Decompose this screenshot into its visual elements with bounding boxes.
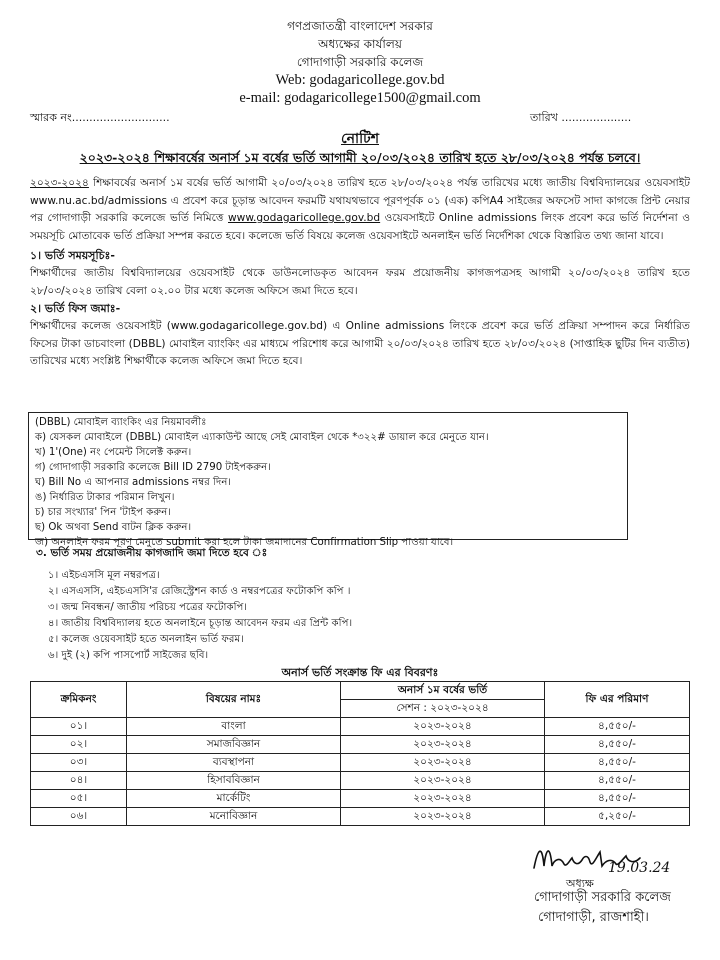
row-serial: ০৫। <box>31 790 127 808</box>
document-item: ৩। জন্ম নিবন্ধন/ জাতীয় পরিচয় পত্রের ফটোকপি। <box>48 602 248 613</box>
intro-end: ওয়েবসাইটে Online admissions লিংক প্রবেশ করে ভর্তি নির্দেশনা ও সময়সূচি মোতাবেক ভর্তি প্রক্রিয়া সম্পন্ন করতে হবে। কলেজে ভর্তি বিষয়ে কলেজ ওয়েবসাইটে অনলাইন ভর্তি নির্দেশিকা থেকে বিস্তারিত তথ্য জানা যাবে। <box>30 212 690 242</box>
row-session: ২০২৩-২০২৪ <box>341 754 545 772</box>
table-row <box>31 754 690 772</box>
college-website-link[interactable]: www.godagaricollege.gov.bd <box>228 212 381 224</box>
row-subject: বাংলা <box>127 718 341 736</box>
row-amount: ৫,২৫০/- <box>545 808 690 826</box>
notice-title: নোটিশ <box>340 131 379 147</box>
website-line: Web: godagaricollege.gov.bd <box>275 72 445 88</box>
row-session: ২০২৩-২০২৪ <box>341 790 545 808</box>
header-serial: ক্রমিকনং <box>31 682 127 718</box>
row-amount: ৪,৫৫০/- <box>545 754 690 772</box>
memo-number: স্মারক নং............................ <box>30 111 170 124</box>
header-subject: বিষয়ের নামঃ <box>127 682 341 718</box>
documents-heading: ৩. ভর্তি সময় প্রয়োজনীয় কাগজাদি জমা দিতে হবে ঃ <box>36 547 268 559</box>
row-serial: ০৪। <box>31 772 127 790</box>
intro-lead: ২০২৩-২০২৪ <box>30 177 89 189</box>
row-serial: ০৬। <box>31 808 127 826</box>
row-serial: ০২। <box>31 736 127 754</box>
dbbl-step: ছ) Ok অথবা Send বাটন ক্লিক করুন। <box>35 522 192 533</box>
row-amount: ৪,৫৫০/- <box>545 790 690 808</box>
dbbl-step: খ) 1'(One) নং পেমেন্ট সিলেক্ট করুন। <box>35 447 192 458</box>
fee-table <box>30 681 690 826</box>
row-amount: ৪,৫৫০/- <box>545 736 690 754</box>
fee-table-title: অনার্স ভর্তি সংক্রান্ত ফি এর বিবরণঃ <box>281 666 439 679</box>
row-subject: ব্যবস্থাপনা <box>127 754 341 772</box>
dbbl-step: গ) গোদাগাড়ী সরকারি কলেজে Bill ID 2790 টাইপকরুন। <box>35 462 271 473</box>
email-line: e-mail: godagaricollege1500@gmail.com <box>239 90 481 106</box>
fee-deposit-heading: ২। ভর্তি ফিস জমাঃ- <box>30 302 121 315</box>
table-row <box>31 736 690 754</box>
memo-date: তারিখ .................... <box>530 111 632 124</box>
row-subject: সমাজবিজ্ঞান <box>127 736 341 754</box>
header-session: সেশন : ২০২৩-২০২৪ <box>341 700 545 718</box>
document-item: ২। এসএসসি, এইচএসসি'র রেজিস্ট্রেশন কার্ড ও নম্বরপত্রের ফটোকপি কপি । <box>48 586 351 597</box>
row-amount: ৪,৫৫০/- <box>545 772 690 790</box>
row-session: ২০২৩-২০২৪ <box>341 808 545 826</box>
notice-subtitle: ২০২৩-২০২৪ শিক্ষাবর্ষের অনার্স ১ম বর্ষের ভর্তি আগামী ২০/০৩/২০২৪ তারিখ হতে ২৮/০৩/২০২৪ পর্যন্ত চলবে। <box>79 150 641 165</box>
signature-date: 19.03.24 <box>608 860 671 876</box>
table-row <box>31 772 690 790</box>
row-serial: ০৩। <box>31 754 127 772</box>
intro-paragraph <box>30 175 690 245</box>
fee-table-header <box>31 682 690 700</box>
office-name: অধ্যক্ষের কার্যালয় <box>318 37 402 51</box>
signature-college: গোদাগাড়ী সরকারি কলেজ <box>534 890 671 905</box>
government-name: গণপ্রজাতন্ত্রী বাংলাদেশ সরকার <box>287 19 433 33</box>
row-subject: মার্কেটিং <box>127 790 341 808</box>
header-year: অনার্স ১ম বর্ষের ভর্তি <box>341 682 545 700</box>
table-row <box>31 808 690 826</box>
row-session: ২০২৩-২০২৪ <box>341 772 545 790</box>
header-amount: ফি এর পরিমাণ <box>545 682 690 718</box>
table-row <box>31 718 690 736</box>
row-amount: ৪,৫৫০/- <box>545 718 690 736</box>
schedule-heading: ১। ভর্তি সময়সূচিঃ- <box>30 249 115 262</box>
dbbl-step: চ) চার সংখ্যার' পিন 'টাইপ করুন। <box>35 507 171 518</box>
dbbl-step: ঘ) Bill No এ আপনার admissions নম্বর দিন। <box>35 477 232 488</box>
intro-text: শিক্ষাবর্ষের অনার্স ১ম বর্ষের ভর্তি আগামী ২০/০৩/২০২৪ তারিখ হতে ২৮/০৩/২০২৪ পর্যন্ত তারিখের মধ্যে জাতীয় বিশ্ববিদ্যালয়ের ওয়েবসাইট www.nu.ac.bd/admissions এ প্রবেশ করে চূড়ান্ত আবেদন ফরমটি যথাযথভাবে পূরণপূর্বক ০১ (এক) কপিA4 সাইজের অফসেট সাদা কাগজে প্রিন্ট নেয়ার পর গোদাগাড়ী সরকারি কলেজে ভর্তি নিমিত্তে <box>30 177 690 224</box>
document-item: ৫। কলেজ ওয়েবসাইট হতে অনলাইন ভর্তি ফরম। <box>48 634 244 645</box>
row-subject: মনোবিজ্ঞান <box>127 808 341 826</box>
document-item: ৬। দুই (২) কপি পাসপোর্ট সাইজের ছবি। <box>48 650 209 661</box>
row-subject: হিসাববিজ্ঞান <box>127 772 341 790</box>
table-row <box>31 790 690 808</box>
dbbl-rules-title: (DBBL) মোবাইল ব্যাংকিং এর নিয়মাবলীঃ <box>35 417 207 428</box>
row-session: ২০২৩-২০২৪ <box>341 718 545 736</box>
principal-designation: অধ্যক্ষ <box>566 877 594 890</box>
row-serial: ০১। <box>31 718 127 736</box>
document-item: ৪। জাতীয় বিশ্ববিদ্যালয় হতে অনলাইনে চূড়ান্ত আবেদন ফরম এর প্রিন্ট কপি। <box>48 618 353 629</box>
schedule-text: শিক্ষার্থীদের জাতীয় বিশ্ববিদ্যালয়ের ওয়েবসাইট থেকে ডাউনলোডকৃত আবেদন ফরম প্রয়োজনীয় কাগজপত্রসহ আগামী ২০/০৩/২০২৪ তারিখ হতে ২৮/০৩/২০২৪ তারিখ বেলা ০২.০০ টার মধ্যে কলেজ অফিসে জমা দিতে হবে। <box>30 267 690 297</box>
college-name: গোদাগাড়ী সরকারি কলেজ <box>296 55 424 69</box>
dbbl-step: জ) অনলাইন ফরম পূরণ মেনুতে submit করা হলে টাকা জমাদানের Confirmation Slip পাওয়া যাবে। <box>35 537 454 548</box>
dbbl-step: ক) যেসকল মোবাইলে (DBBL) মোবাইল এ্যাকাউন্ট আছে সেই মোবাইল থেকে *৩২২# ডায়াল করে মেনুতে যান। <box>35 432 489 443</box>
dbbl-step: ঙ) নির্ধারিত টাকার পরিমান লিখুন। <box>35 492 175 503</box>
row-session: ২০২৩-২০২৪ <box>341 736 545 754</box>
fee-deposit-text: শিক্ষার্থীদের কলেজ ওয়েবসাইট (www.godagaricollege.gov.bd) এ Online admissions লিংকে প্রবেশ করে ভর্তি প্রক্রিয়া সম্পাদন করে নির্ধারিত ফিসের টাকা ডাচবাংলা (DBBL) মোবাইল ব্যাংকিং এর মাধ্যমে পরিশোধ করে আগামী ২০/০৩/২০২৪ তারিখ হতে ২৮/০৩/২০২৪ (সাপ্তাহিক ছুটির দিন ব্যতীত) তারিখের মধ্যে সংশ্লিষ্ট শিক্ষার্থীকে কলেজ অফিসে জমা দিতে হবে। <box>30 320 690 367</box>
dbbl-rules-box <box>28 412 628 548</box>
signature-address: গোদাগাড়ী, রাজশাহী। <box>538 910 649 925</box>
document-item: ১। এইচএসসি মূল নম্বরপত্র। <box>48 570 160 581</box>
